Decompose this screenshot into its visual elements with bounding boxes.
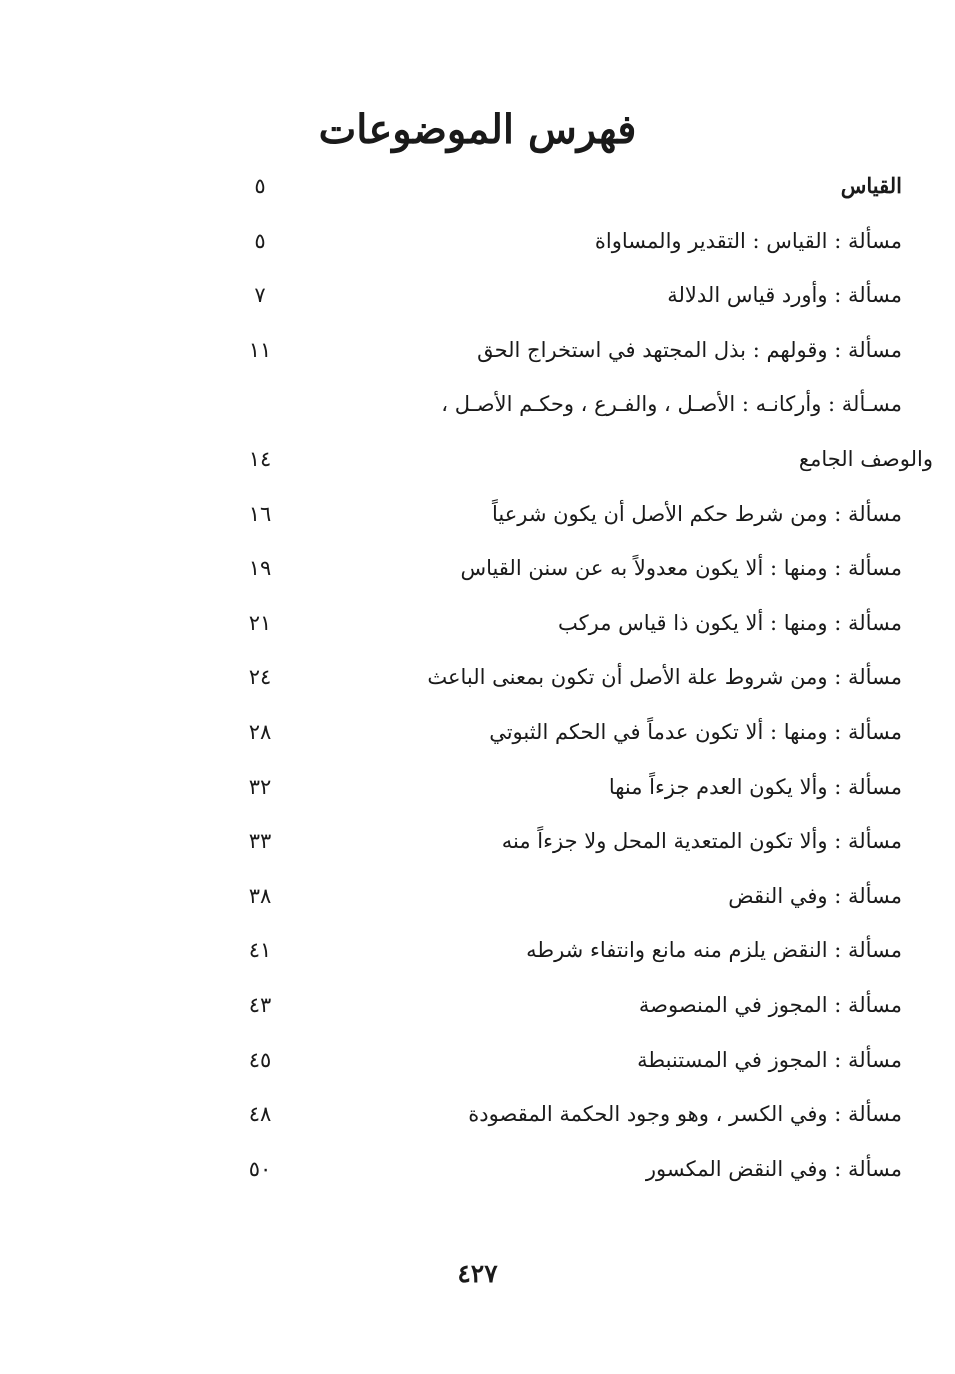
toc-entry: [0, 1094, 955, 1134]
toc-entry: [0, 275, 955, 315]
toc-entry: [0, 876, 955, 916]
toc-page-number: ٤٥: [248, 1048, 272, 1072]
toc-entry-text: مسألة : ومن شرط حكم الأصل أن يكون شرعياً: [491, 502, 902, 526]
toc-page-number: ٥: [254, 174, 266, 198]
page-number: ٤٢٧: [457, 1259, 498, 1288]
toc-entry-text: مسألة : وقولهم : بذل المجتهد في استخراج الحق: [477, 338, 902, 362]
toc-entry-text: مسألة : ومنها : ألا يكون ذا قياس مركب: [558, 611, 902, 635]
toc-entry-text: مسـألة : وأركانـه : الأصـل ، والفـرع ، وحكـم الأصـل ،: [441, 392, 902, 416]
toc-entry-text: مسألة : القياس : التقدير والمساواة: [594, 229, 902, 253]
toc-entry: [0, 767, 955, 807]
toc-page-number: ٤١: [248, 938, 272, 962]
toc-entry-text: مسألة : وفي النقض: [728, 884, 902, 908]
toc-page-number: ١٤: [248, 447, 272, 471]
toc-entry-text: مسألة : وألا تكون المتعدية المحل ولا جزءاً منه: [501, 829, 902, 853]
toc-entry-text: مسألة : وفي الكسر ، وهو وجود الحكمة المقصودة: [468, 1102, 902, 1126]
toc-entry-text: مسألة : ومنها : ألا يكون معدولاً به عن سنن القياس: [460, 556, 902, 580]
toc-page-number: ٢١: [248, 611, 272, 635]
toc-page-number: ٣٨: [248, 884, 272, 908]
toc-entry-text: مسألة : وألا يكون العدم جزءاً منها: [608, 775, 902, 799]
toc-page-number: ٣٣: [248, 829, 272, 853]
toc-page-number: ١٦: [248, 502, 272, 526]
toc-entry: [0, 821, 955, 861]
toc-entry: [0, 384, 955, 424]
toc-entry: [0, 330, 955, 370]
toc-page-number: ٢٨: [248, 720, 272, 744]
toc-entry: [0, 985, 955, 1025]
toc-page-number: ١٩: [248, 556, 272, 580]
toc-entry: [0, 657, 955, 697]
toc-entry: [0, 930, 955, 970]
toc-entry-text: والوصف الجامع: [798, 447, 933, 471]
toc-entry: [0, 1040, 955, 1080]
toc-entry-text: مسألة : النقض يلزم منه مانع وانتفاء شرطه: [526, 938, 902, 962]
toc-page-number: ١١: [248, 338, 272, 362]
toc-entry-text: مسألة : المجوز في المستنبطة: [637, 1048, 902, 1072]
toc-entry: [0, 1149, 955, 1189]
toc-page-number: ٣٢: [248, 775, 272, 799]
toc-page-number: ٥٠: [248, 1157, 272, 1181]
toc-page-number: ٧: [254, 283, 266, 307]
toc-page-number: ٢٤: [248, 665, 272, 689]
toc-entry: [0, 221, 955, 261]
toc-entry-text: مسألة : ومنها : ألا تكون عدماً في الحكم الثبوتي: [489, 720, 902, 744]
toc-entry-text: مسألة : ومن شروط علة الأصل أن تكون بمعنى الباعث: [427, 665, 902, 689]
toc-entry-text: القياس: [840, 173, 902, 198]
toc-page-number: ٥: [254, 229, 266, 253]
toc-entry: [0, 494, 955, 534]
table-of-contents: [0, 166, 955, 1216]
toc-entry: [0, 603, 955, 643]
toc-entry-text: مسألة : وفي النقض المكسور: [645, 1157, 902, 1181]
toc-entry: [0, 548, 955, 588]
toc-page-number: ٤٣: [248, 993, 272, 1017]
toc-section-heading: [0, 166, 955, 206]
toc-entry-text: مسألة : المجوز في المنصوصة: [638, 993, 902, 1017]
toc-entry: [0, 439, 955, 479]
toc-entry: [0, 712, 955, 752]
toc-entry-text: مسألة : وأورد قياس الدلالة: [667, 283, 902, 307]
toc-page-number: ٤٨: [248, 1102, 272, 1126]
page-title: فهرس الموضوعات: [318, 106, 637, 153]
